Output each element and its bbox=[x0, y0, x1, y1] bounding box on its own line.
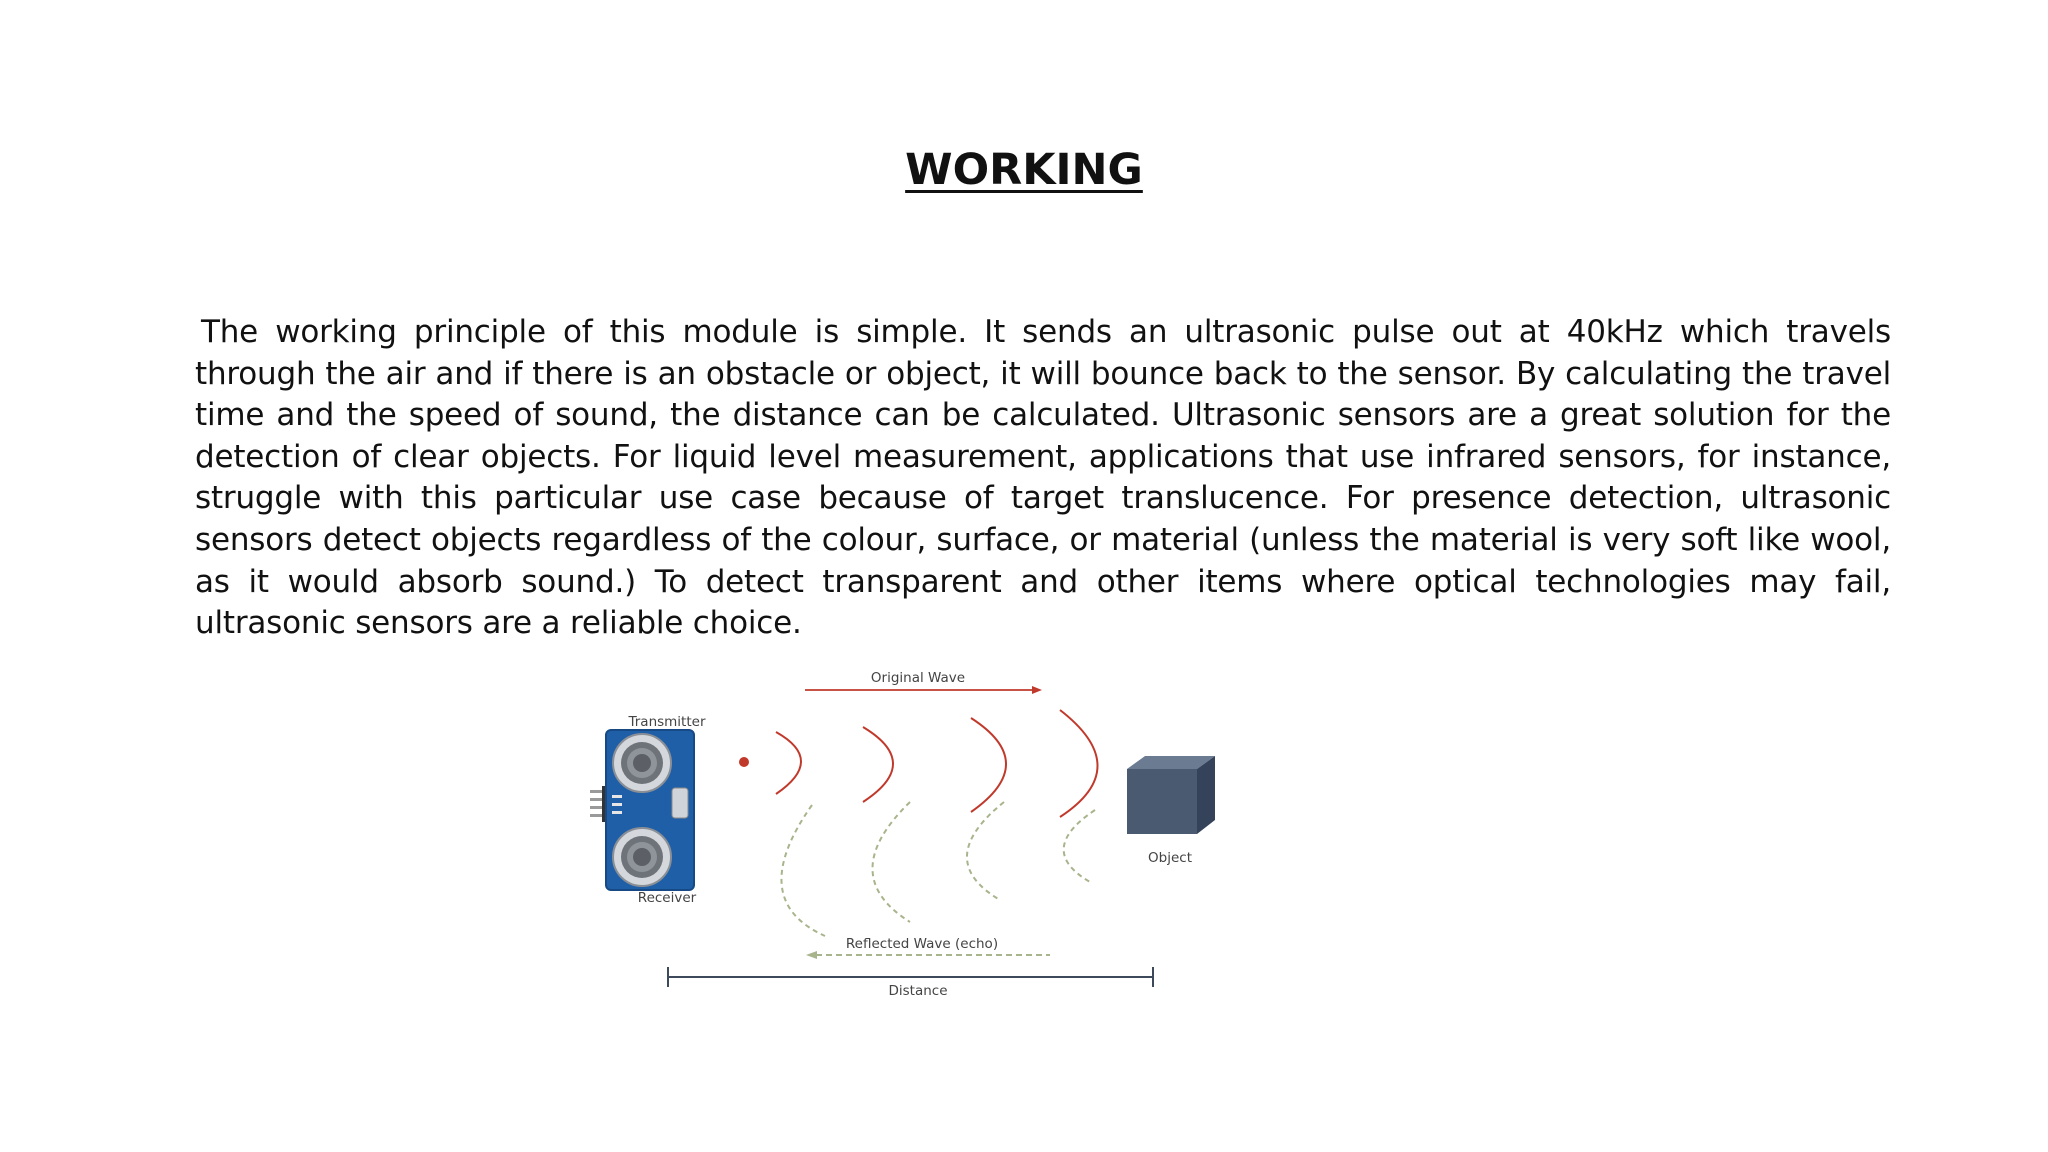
echo-wave-arcs bbox=[781, 802, 1095, 936]
transmitter-label: Transmitter bbox=[628, 714, 706, 730]
object-label: Object bbox=[1148, 850, 1192, 866]
object-cube bbox=[1127, 756, 1215, 834]
original-wave-arrow bbox=[805, 686, 1042, 694]
distance-label: Distance bbox=[888, 983, 948, 999]
slide-title: WORKING bbox=[905, 145, 1143, 195]
reflected-wave-arrow bbox=[806, 951, 1050, 959]
receiver-label: Receiver bbox=[637, 890, 697, 906]
original-wave-arcs bbox=[776, 710, 1098, 817]
pulse-dot bbox=[739, 757, 749, 767]
reflected-wave-label: Reflected Wave (echo) bbox=[845, 936, 999, 952]
ultrasonic-diagram bbox=[580, 660, 1240, 1010]
body-paragraph: The working principle of this module is simple. It sends an ultrasonic pulse out at 40kHz which travels through the air and if there is an obstacle or object, it will bounce back to the sensor. By calculating the travel time and the speed of sound, the distance can be calculated. Ultrasonic sensors are a great solution for the detection of clear objects. For liquid level measurement, applications that use infrared sensors, for instance, struggle with this particular use case because of target translucence. For presence detection, ultrasonic sensors detect objects regardless of the colour, surface, or material (unless the material is very soft like wool, as it would absorb sound.) To detect transparent and other items where optical technologies may fail, ultrasonic sensors are a reliable choice. bbox=[195, 314, 1891, 642]
original-wave-label: Original Wave bbox=[870, 670, 966, 686]
ultrasonic-sensor-module bbox=[590, 730, 694, 890]
